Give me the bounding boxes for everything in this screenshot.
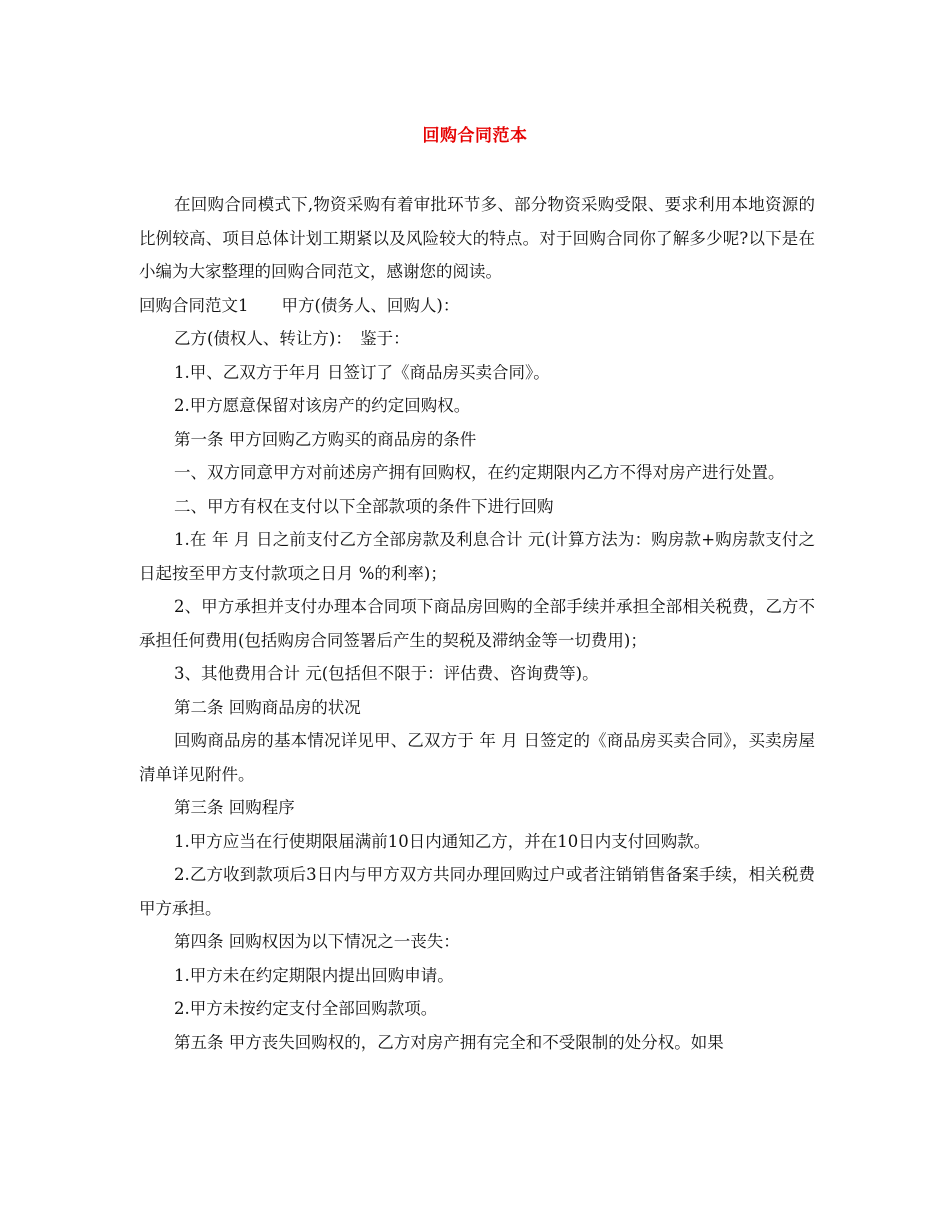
article-3-item-2: 2.乙方收到款项后3日内与甲方双方共同办理回购过户或者注销销售备案手续，相关税费甲方承担。 [139,865,815,918]
paragraph-recital-2: 2.甲方愿意保留对该房产的约定回购权。 [174,396,471,415]
article-1-item-3: 3、其他费用合计 元(包括但不限于：评估费、咨询费等)。 [174,664,599,683]
document-title: 回购合同范本 [422,126,528,146]
article-2-heading: 第二条 回购商品房的状况 [174,697,361,717]
article-3-heading: 第三条 回购程序 [174,798,295,817]
document-body [139,188,815,1059]
article-4-item-1: 1.甲方未在约定期限内提出回购申请。 [174,965,454,985]
article-4-heading: 第四条 回购权因为以下情况之一丧失： [174,932,460,951]
paragraph-intro: 在回购合同模式下,物资采购有着审批环节多、部分物资采购受限、要求利用本地资源的比例较高、项目总体计划工期紧以及风险较大的特点。对于回购合同你了解多少呢?以下是在小编为大家整理的回购合同范文，感谢您的阅读。 [139,195,815,281]
article-1-item-2: 2、甲方承担并支付办理本合同项下商品房回购的全部手续并承担全部相关税费，乙方不承担任何费用(包括购房合同签署后产生的契税及滞纳金等一切费用)； [139,597,815,650]
article-5-body: 第五条 甲方丧失回购权的，乙方对房产拥有完全和不受限制的处分权。如果 [174,1032,724,1052]
article-4-item-2: 2.甲方未按约定支付全部回购款项。 [174,999,438,1018]
paragraph-recital-1: 1.甲、乙双方于年月 日签订了《商品房买卖合同》。 [174,362,550,382]
paragraph-sample-heading: 回购合同范文1 甲方(债务人、回购人)： [139,295,460,315]
article-1-clause-1: 一、双方同意甲方对前述房产拥有回购权，在约定期限内乙方不得对房产进行处置。 [174,463,785,482]
paragraph-party-b: 乙方(债权人、转让方)： 鉴于： [174,329,410,348]
article-1-item-1: 1.在 年 月 日之前支付乙方全部房款及利息合计 元(计算方法为：购房款+购房款支付之日起按至甲方支付款项之日月 %的利率)； [139,530,815,583]
article-1-heading: 第一条 甲方回购乙方购买的商品房的条件 [174,429,477,449]
article-2-body: 回购商品房的基本情况详见甲、乙双方于 年 月 日签定的《商品房买卖合同》，买卖房屋清单详见附件。 [139,731,815,784]
article-3-item-1: 1.甲方应当在行使期限届满前10日内通知乙方，并在10日内支付回购款。 [174,831,711,851]
article-1-clause-2: 二、甲方有权在支付以下全部款项的条件下进行回购 [174,496,554,516]
